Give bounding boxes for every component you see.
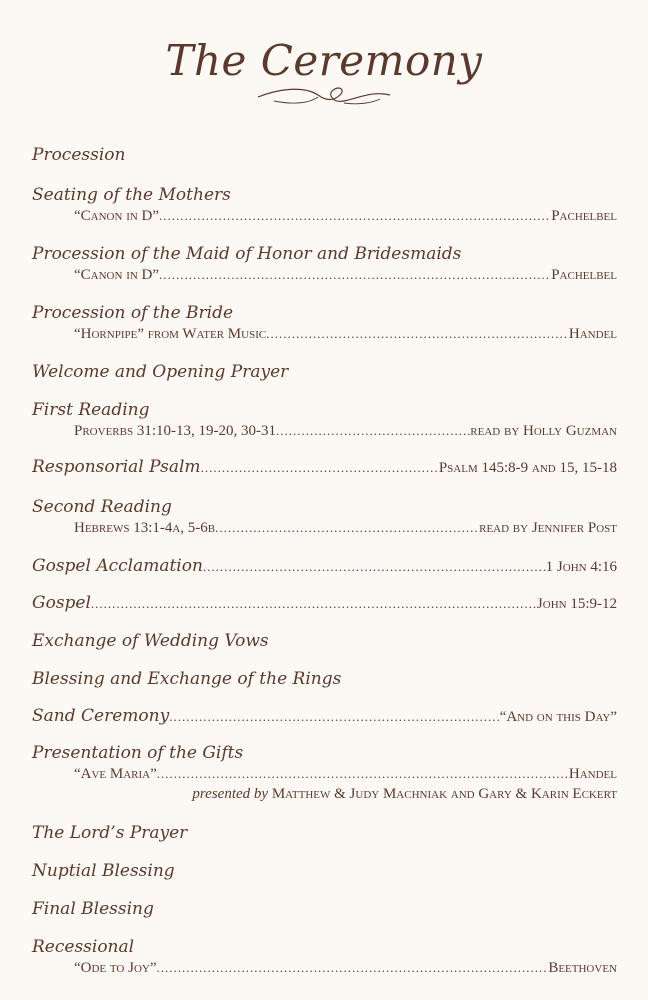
program-item-procession [32,144,617,166]
program-item-seating [32,184,617,226]
item-value: 1 John 4:16 [545,559,617,575]
program-item-psalm [32,457,617,478]
program-item-rings [32,668,617,690]
detail-label: “Hornpipe” from Water Music [74,326,267,342]
presented-by-line [32,784,617,804]
item-heading: Procession of the Bride [32,303,234,323]
item-heading: First Reading [32,400,150,420]
dot-leader [266,324,569,344]
item-inline-row [32,593,617,614]
dot-leader [157,958,549,978]
item-heading: Seating of the Mothers [32,185,231,205]
detail-label: Proverbs 31:10-13, 19-20, 30-31 [74,423,276,439]
dot-leader [201,458,439,478]
detail-value: Handel [568,766,617,782]
item-detail-row [32,421,617,441]
dot-leader [159,265,551,285]
program-item-final [32,898,617,920]
item-heading: Second Reading [32,497,172,517]
dot-leader [159,206,551,226]
program-item-gospel [32,593,617,614]
item-inline-row [32,706,617,727]
item-heading: Procession [32,145,126,165]
detail-label: “Ode to Joy” [74,960,157,976]
program-item-first [32,399,617,441]
item-detail-row [32,324,617,344]
item-heading: Welcome and Opening Prayer [32,362,289,382]
detail-value: read by Jennifer Post [479,520,617,536]
ceremony-program [32,128,617,978]
title-block [0,36,648,109]
item-detail-row [32,265,617,285]
program-item-sand [32,706,617,727]
detail-label: “Canon in D” [74,267,160,283]
item-heading: The Lord’s Prayer [32,823,188,843]
item-heading: Final Blessing [32,899,154,919]
program-item-welcome [32,361,617,383]
item-heading: Sand Ceremony [32,706,170,726]
item-heading: Gospel [32,593,91,613]
program-item-acclamation [32,556,617,577]
item-heading: Responsorial Psalm [32,457,201,477]
item-value: “And on this Day” [499,709,617,725]
dot-leader [276,421,470,441]
page-title: The Ceremony [165,36,483,85]
item-heading: Gospel Acclamation [32,556,203,576]
item-value: Psalm 145:8-9 and 15, 15-18 [438,460,617,476]
detail-label: “Canon in D” [74,208,160,224]
detail-value: Pachelbel [551,267,617,283]
dot-leader [169,707,499,727]
item-inline-row [32,457,617,478]
dot-leader [203,557,546,577]
item-detail-row [32,518,617,538]
item-heading: Recessional [32,937,135,957]
program-item-maid [32,243,617,285]
detail-value: Beethoven [548,960,617,976]
item-heading: Exchange of Wedding Vows [32,631,269,651]
detail-value: Handel [568,326,617,342]
item-detail-row [32,958,617,978]
flourish-ornament [254,83,394,109]
detail-value: read by Holly Guzman [470,423,617,439]
item-value: John 15:9-12 [536,596,617,612]
program-item-lords [32,822,617,844]
program-item-bride [32,302,617,344]
item-detail-row [32,206,617,226]
item-heading: Presentation of the Gifts [32,743,244,763]
detail-label: “Ave Maria” [74,766,157,782]
detail-value: Pachelbel [551,208,617,224]
program-item-recessional [32,936,617,978]
presenter-names: Matthew & Judy Machniak and Gary & Karin Eckert [271,786,617,802]
program-item-nuptial [32,860,617,882]
item-inline-row [32,556,617,577]
item-heading: Blessing and Exchange of the Rings [32,669,342,689]
program-item-vows [32,630,617,652]
detail-label: Hebrews 13:1-4a, 5-6b [74,520,216,536]
presented-prefix: presented by [192,786,269,802]
dot-leader [157,764,569,784]
item-heading: Procession of the Maid of Honor and Bridesmaids [32,244,462,264]
item-detail-row [32,764,617,784]
program-item-gifts [32,742,617,804]
dot-leader [91,594,537,614]
program-item-second [32,496,617,538]
item-heading: Nuptial Blessing [32,861,175,881]
dot-leader [215,518,479,538]
